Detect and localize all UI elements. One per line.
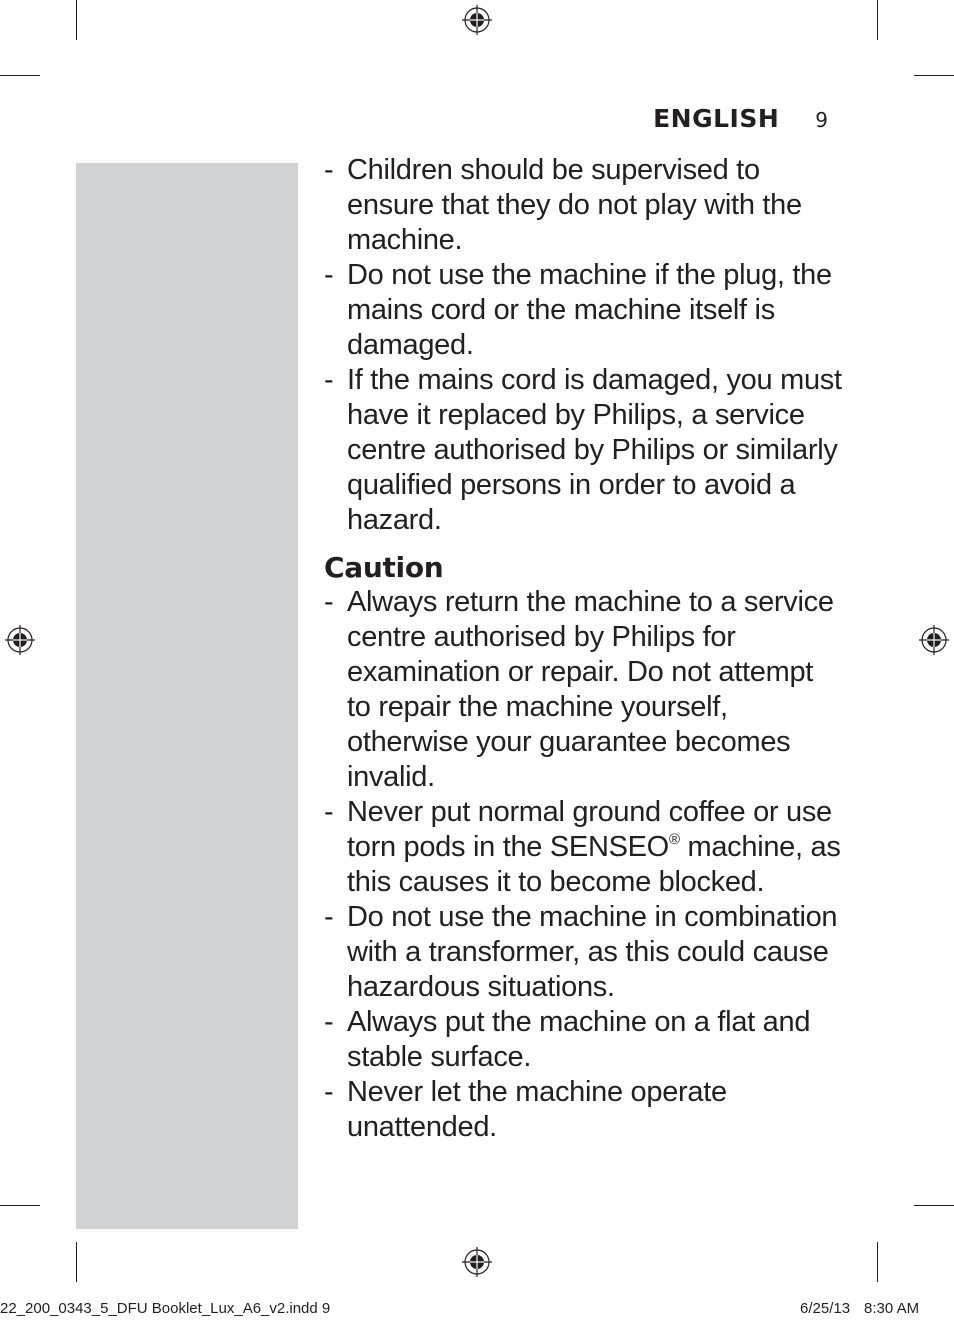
crop-mark-top-left bbox=[76, 0, 77, 40]
crop-mark-right-top bbox=[914, 75, 954, 76]
registration-mark-icon bbox=[462, 1247, 492, 1277]
registered-mark: ® bbox=[668, 831, 680, 848]
crop-mark-left-bottom bbox=[0, 1205, 40, 1206]
list-item: - If the mains cord is damaged, you must have it replaced by Philips, a service centre authorised by Philips or similarly qualified persons in order to avoid a hazard. bbox=[324, 363, 844, 538]
file-info: 22_200_0343_5_DFU Booklet_Lux_A6_v2.indd 9 bbox=[0, 1300, 331, 1317]
crop-mark-bottom-right bbox=[877, 1242, 878, 1282]
page-number: 9 bbox=[815, 108, 828, 132]
list-item: - Always return the machine to a service centre authorised by Philips for examination or repair. Do not attempt to repair the machine yourself, otherwise your guarantee becomes invalid. bbox=[324, 585, 844, 795]
list-item bbox=[324, 795, 844, 900]
caution-list bbox=[324, 585, 844, 1145]
crop-mark-top-right bbox=[877, 0, 878, 40]
crop-mark-bottom-left bbox=[76, 1242, 77, 1282]
side-panel-block bbox=[76, 163, 298, 1229]
crop-mark-left-top bbox=[0, 75, 40, 76]
list-item-text: machine, as this causes it to become blocked. bbox=[347, 831, 841, 898]
safety-text bbox=[324, 153, 844, 1145]
list-item-text: Never put normal ground coffee or use torn pods in the SENSEO bbox=[347, 796, 832, 863]
list-item: - Always put the machine on a flat and stable surface. bbox=[324, 1005, 844, 1075]
list-item: - Never let the machine operate unattended. bbox=[324, 1075, 844, 1145]
print-date: 6/25/13 bbox=[800, 1300, 851, 1317]
page-header bbox=[600, 104, 836, 138]
print-timestamp bbox=[800, 1300, 954, 1317]
list-item: - Do not use the machine if the plug, the mains cord or the machine itself is damaged. bbox=[324, 258, 844, 363]
print-time: 8:30 AM bbox=[864, 1300, 920, 1317]
registration-mark-icon bbox=[462, 5, 492, 35]
language-label: ENGLISH bbox=[653, 104, 780, 133]
registration-mark-icon bbox=[5, 625, 35, 655]
caution-heading: Caution bbox=[324, 551, 444, 584]
list-item: - Do not use the machine in combination with a transformer, as this could cause hazardous situations. bbox=[324, 900, 844, 1005]
registration-mark-icon bbox=[919, 625, 949, 655]
warning-list bbox=[324, 153, 844, 538]
crop-mark-right-bottom bbox=[914, 1205, 954, 1206]
list-item: - Children should be supervised to ensure that they do not play with the machine. bbox=[324, 153, 844, 258]
